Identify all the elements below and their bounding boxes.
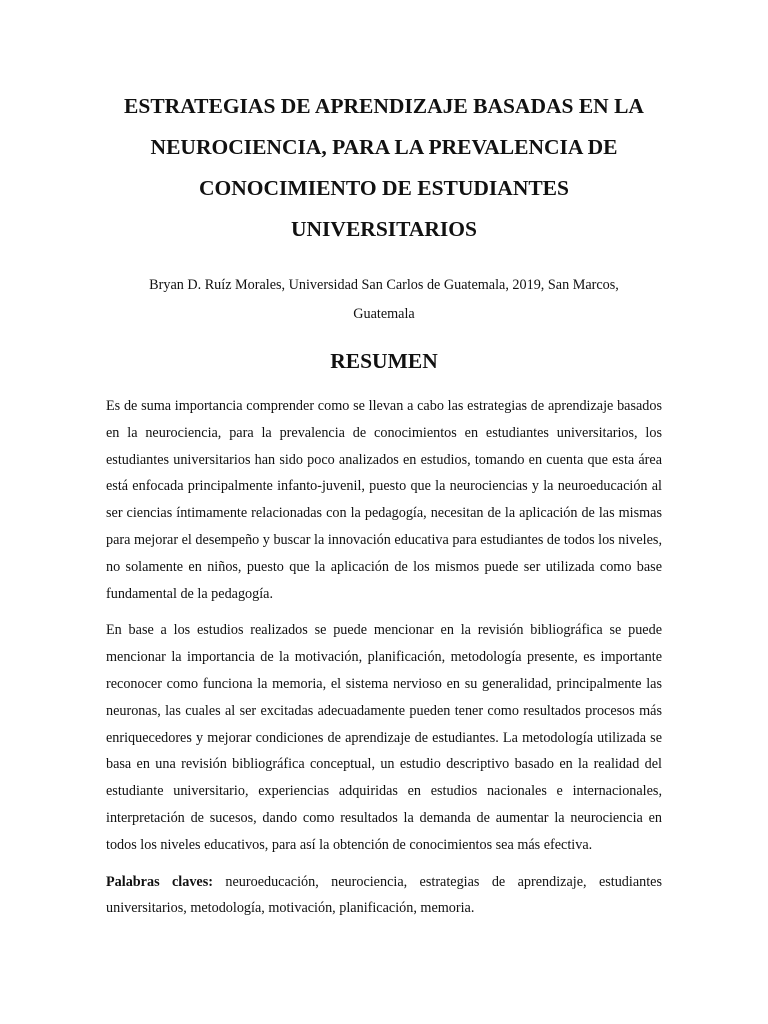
- abstract-paragraph-1: Es de suma importancia comprender como se llevan a cabo las estrategias de aprendizaje basados en la neurociencia, para la prevalencia de conocimientos en estudiantes universitarios, los estudiantes universitarios han sido poco analizados en estudios, tomando en cuenta que esta área está enfocada principalmente infanto-juvenil, puesto que la neurociencias y la neuroeducación al ser ciencias íntimamente relacionadas con la pedagogía, necesitan de la aplicación de las mismas para mejorar el desempeño y buscar la innovación educativa para estudiantes de todos los niveles, no solamente en niños, puesto que la aplicación de los mismos puede ser utilizada como base fundamental de la pedagogía.: [106, 398, 662, 602]
- title-line: NEUROCIENCIA, PARA LA PREVALENCIA DE: [150, 135, 618, 159]
- keywords-text: neuroeducación, neurociencia, estrategias de aprendizaje, estudiantes universitarios, metodología, motivación, planificación, memoria.: [106, 873, 662, 917]
- title-line: UNIVERSITARIOS: [291, 217, 477, 241]
- title-line: CONOCIMIENTO DE ESTUDIANTES: [199, 176, 569, 200]
- title-line: ESTRATEGIAS DE APRENDIZAJE BASADAS EN LA: [124, 94, 644, 118]
- abstract-heading: RESUMEN: [330, 349, 438, 373]
- abstract-paragraph-2: En base a los estudios realizados se puede mencionar en la revisión bibliográfica se puede mencionar la importancia de la motivación, planificación, metodología presente, es importante reconocer como funciona la memoria, el sistema nervioso en su generalidad, principalmente las neuronas, las cuales al ser excitadas adecuadamente pueden tener como resultados procesos más enriquecedores y mejorar condiciones de aprendizaje de estudiantes. La metodología utilizada se basa en una revisión bibliográfica conceptual, un estudio descriptivo basado en la realidad del estudiante universitario, experiencias adquiridas en estudios nacionales e internacionales, interpretación de sucesos, dando como resultados la demanda de aumentar la neurociencia en todos los niveles educativos, para así la obtención de conocimientos sea más efectiva.: [106, 622, 662, 853]
- paper-title: [106, 86, 662, 250]
- author-line: Guatemala: [353, 306, 415, 322]
- author-line: Bryan D. Ruíz Morales, Universidad San Carlos de Guatemala, 2019, San Marcos,: [149, 277, 619, 293]
- author-affiliation: [106, 271, 662, 329]
- keywords: [106, 869, 662, 923]
- keywords-label: Palabras claves:: [106, 873, 213, 890]
